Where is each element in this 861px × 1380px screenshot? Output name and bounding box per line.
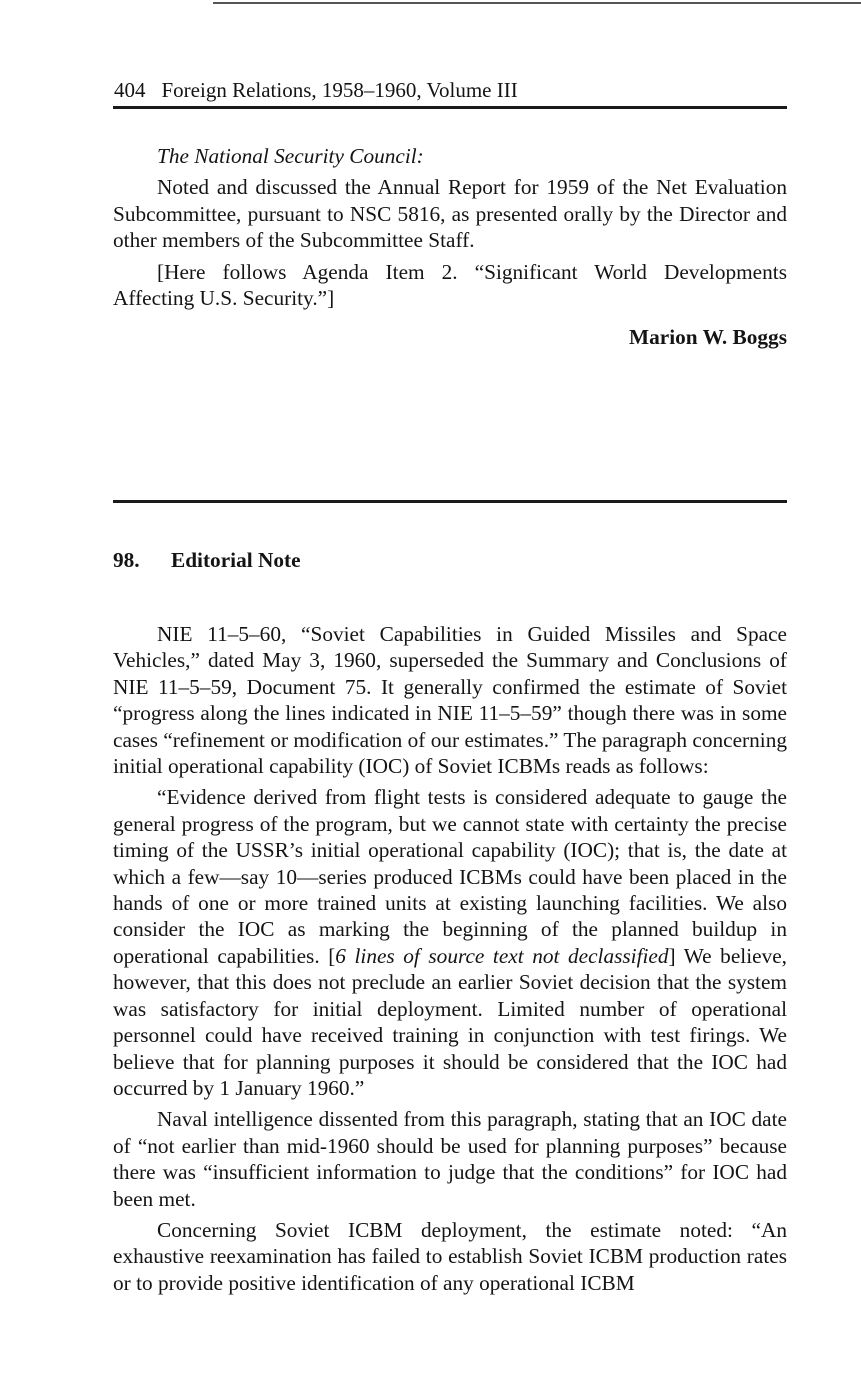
nie-summary-paragraph: NIE 11–5–60, “Soviet Capabilities in Guided Missiles and Space Vehicles,” dated May 3, 1960, superseded the Summary and Conclusions of NIE 11–5–59, Document 75. It generally confirmed the estimate of Soviet “progress along the lines indicated in NIE 11–5–59” though there was in some cases “refinement or modification of our estimates.” The paragraph concerning initial operational capability (IOC) of Soviet ICBMs reads as follows: — [113, 622, 787, 779]
council-label: The National Security Council: — [157, 144, 424, 168]
editorial-note-body — [113, 621, 787, 1296]
section-rule — [113, 500, 787, 503]
quote-text-start: “Evidence derived from flight tests is considered adequate to gauge the general progress of the program, but we cannot state with certainty the precise timing of the USSR’s initial operational capability (IOC); that is, the date at which a few—say 10—series produced ICBMs could have been placed in the hands of one or more trained units at existing launching facilities. We also consider the IOC as marking the beginning of the planned buildup in operational capabilities. [ — [113, 785, 787, 968]
top-edge-rule — [213, 2, 861, 4]
running-head — [114, 76, 786, 104]
document-number: 98. — [113, 548, 140, 572]
volume-title: Foreign Relations, 1958–1960, Volume III — [161, 78, 518, 102]
header-rule — [113, 106, 787, 109]
page-number: 404 — [114, 78, 146, 102]
document-title: Editorial Note — [171, 548, 301, 572]
council-record — [113, 143, 787, 311]
naval-dissent-paragraph: Naval intelligence dissented from this paragraph, stating that an IOC date of “not earlier than mid-1960 should be used for planning purposes” because there was “insufficient information to judge that the conditions” for IOC had been met. — [113, 1107, 787, 1211]
signature: Marion W. Boggs — [629, 325, 787, 349]
document-heading — [113, 546, 301, 574]
council-action-paragraph: Noted and discussed the Annual Report for 1959 of the Net Evaluation Subcommittee, pursuant to NSC 5816, as presented orally by the Director and other members of the Subcommittee Staff. — [113, 175, 787, 253]
redaction-note: 6 lines of source text not declassified — [335, 943, 669, 968]
deployment-paragraph: Concerning Soviet ICBM deployment, the estimate noted: “An exhaustive reexamination has failed to establish Soviet ICBM production rates or to provide positive identification of any operational ICBM — [113, 1217, 787, 1295]
ioc-quote-paragraph — [113, 784, 787, 1101]
agenda-note-paragraph: [Here follows Agenda Item 2. “Significant World Developments Affecting U.S. Security.”] — [113, 259, 787, 311]
quote-text-end: ] We believe, however, that this does not preclude an earlier Soviet decision that the system was satisfactory for initial deployment. Limited number of operational personnel could have received training in conjunction with test firings. We believe that for planning purposes it should be considered that the IOC had occurred by 1 January 1960.” — [113, 943, 787, 1100]
